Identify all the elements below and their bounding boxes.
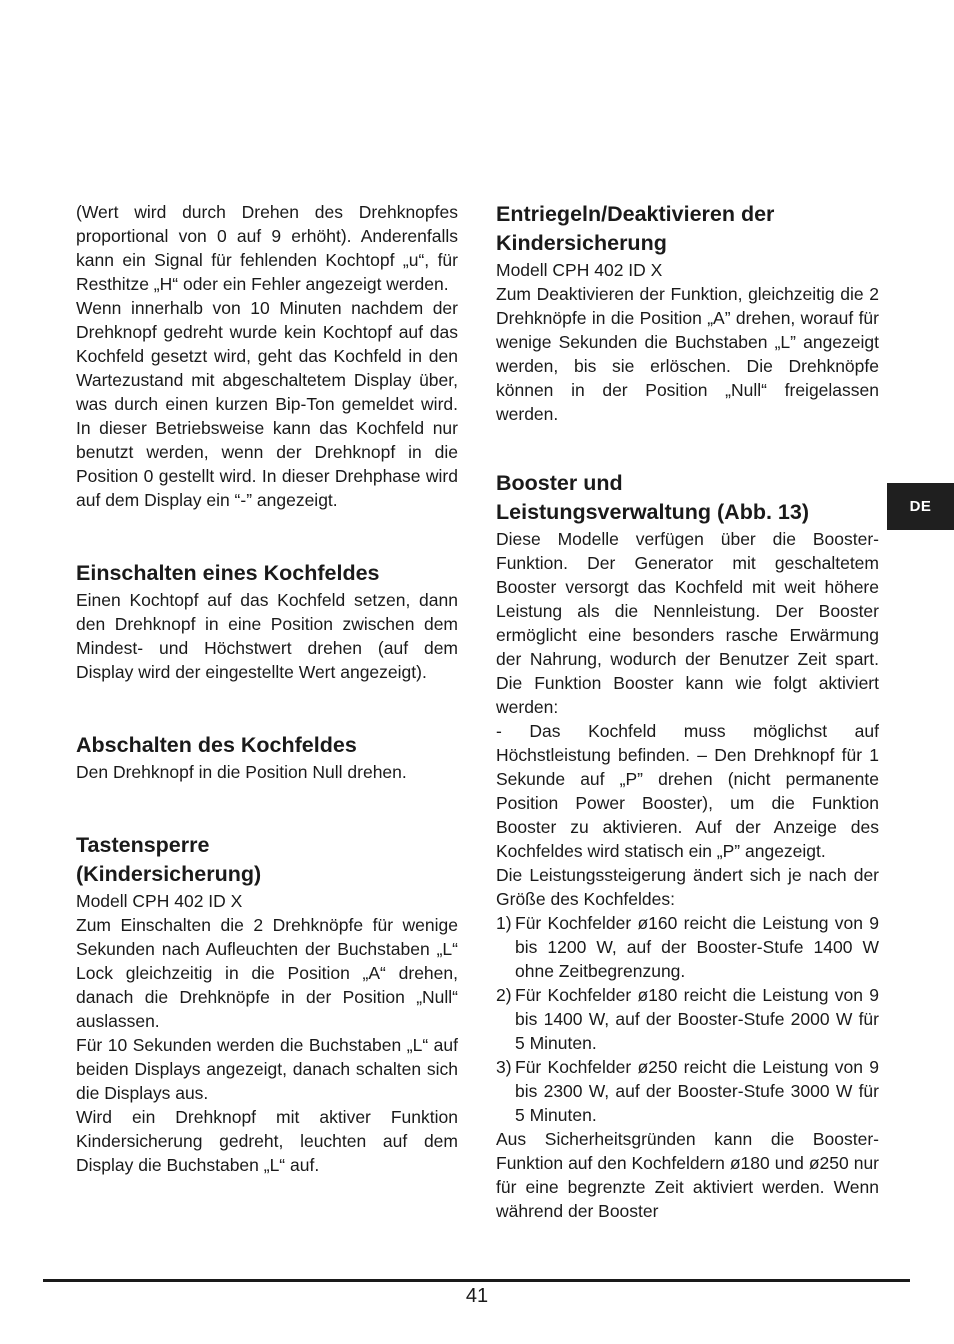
model-tastensperre: Modell CPH 402 ID X [76, 891, 243, 911]
left-column [76, 200, 458, 1177]
body-einschalten: Einen Kochtopf auf das Kochfeld setzen, dann den Drehknopf in eine Position zwischen dem Mindest- und Höchstwert drehen (auf dem Display wird der eingestellte Wert angezeigt). [76, 590, 458, 682]
list-item-number: 3) [496, 1057, 512, 1077]
body-booster-1: Diese Modelle verfügen über die Booster-Funktion. Der Generator mit geschaltetem Booster versorgt das Kochfeld mit weit höhere Leistung als die Nennleistung. Der Booster ermöglicht eine besonders rasche Erwärmung der Nahrung, wodurch der Benutzer Zeit spart. Die Funktion Booster kann wie folgt aktiviert werden: [496, 529, 879, 717]
heading-booster [496, 469, 879, 527]
heading-tastensperre-line2: (Kindersicherung) [76, 862, 262, 886]
body-tastensperre-3: Wird ein Drehknopf mit aktiver Funktion Kindersicherung gedreht, leuchten auf dem Display die Buchstaben „L“ auf. [76, 1107, 458, 1175]
body-tastensperre-1: Zum Einschalten die 2 Drehknöpfe für wenige Sekunden nach Aufleuchten der Buchstaben „L“ Lock gleichzeitig in die Position „A“ drehen, danach die Drehknöpfe in der Position „Null“ auslassen. [76, 915, 458, 1031]
list-item [496, 983, 879, 1055]
intro-paragraph-1: (Wert wird durch Drehen des Drehknopfes proportional von 0 auf 9 erhöht). Anderenfalls kann ein Signal für fehlenden Kochtopf „u“, für Resthitze „H“ oder ein Fehler angezeigt werden. [76, 202, 458, 294]
list-item [496, 911, 879, 983]
heading-entriegeln-line1: Entriegeln/Deaktivieren der [496, 202, 775, 226]
page-number: 41 [465, 1285, 489, 1307]
intro-paragraph-2: Wenn innerhalb von 10 Minuten nachdem der Drehknopf gedreht wurde kein Kochtopf auf das Kochfeld gesetzt wird, geht das Kochfeld in den Wartezustand mit abgeschaltetem Display über, was durch einen kurzen Bip-Ton gemeldet wird. In dieser Betriebsweise kann das Kochfeld nur benutzt werden, wenn der Drehknopf in die Position 0 gestellt wird. In dieser Drehphase wird auf dem Display ein “-” angezeigt. [76, 298, 458, 510]
list-item-number: 2) [496, 985, 512, 1005]
footer-divider [43, 1279, 910, 1282]
list-item [496, 1055, 879, 1127]
list-item-text: Für Kochfelder ø250 reicht die Leistung von 9 bis 2300 W, auf der Booster-Stufe 3000 W für 5 Minuten. [515, 1057, 879, 1125]
right-column [496, 200, 879, 1223]
body-booster-closing: Aus Sicherheitsgründen kann die Booster-Funktion auf den Kochfeldern ø180 und ø250 nur für eine begrenzte Zeit aktiviert werden. Wenn während der Booster [496, 1129, 879, 1221]
body-entriegeln: Zum Deaktivieren der Funktion, gleichzeitig die 2 Drehknöpfe in die Position „A” drehen, worauf für wenige Sekunden die Buchstaben „L” angezeigt werden, bis sie erlöschen. Die Drehknöpfe können in der Position „Null“ freigelassen werden. [496, 284, 879, 424]
body-abschalten: Den Drehknopf in die Position Null drehen. [76, 762, 407, 782]
body-tastensperre-2: Für 10 Sekunden werden die Buchstaben „L“ auf beiden Displays angezeigt, danach schalten sich die Displays aus. [76, 1035, 458, 1103]
heading-abschalten: Abschalten des Kochfeldes [76, 733, 357, 757]
model-entriegeln: Modell CPH 402 ID X [496, 260, 663, 280]
heading-einschalten: Einschalten eines Kochfeldes [76, 561, 380, 585]
list-item-text: Für Kochfelder ø180 reicht die Leistung von 9 bis 1400 W, auf der Booster-Stufe 2000 W für 5 Minuten. [515, 985, 879, 1053]
heading-booster-line1: Booster und [496, 471, 623, 495]
list-item-text: Für Kochfelder ø160 reicht die Leistung von 9 bis 1200 W, auf der Booster-Stufe 1400 W ohne Zeitbegrenzung. [515, 913, 879, 981]
body-booster-2: - Das Kochfeld muss möglichst auf Höchstleistung befinden. – Den Drehknopf für 1 Sekunde auf „P” drehen (nicht permanente Position Power Booster), um die Funktion Booster zu aktivieren. Auf der Anzeige des Kochfeldes wird statisch ein „P” angezeigt. [496, 721, 879, 861]
heading-entriegeln-line2: Kindersicherung [496, 231, 667, 255]
body-booster-3: Die Leistungssteigerung ändert sich je nach der Größe des Kochfeldes: [496, 865, 879, 909]
heading-entriegeln [496, 200, 879, 258]
language-tab: DE [887, 483, 954, 530]
heading-tastensperre-line1: Tastensperre [76, 833, 210, 857]
list-item-number: 1) [496, 913, 512, 933]
heading-booster-line2: Leistungsverwaltung (Abb. 13) [496, 500, 809, 524]
heading-tastensperre [76, 831, 458, 889]
